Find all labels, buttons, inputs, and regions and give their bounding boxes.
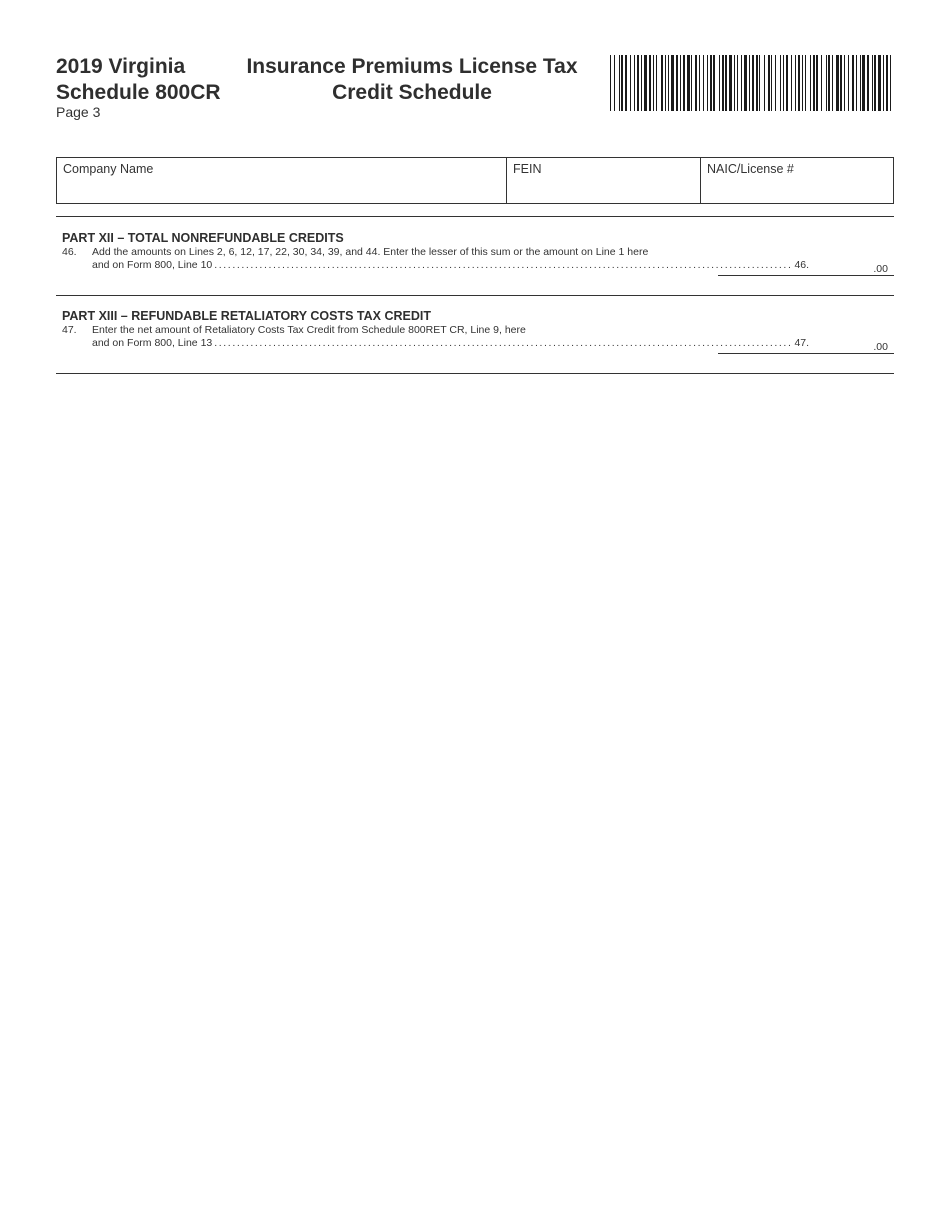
line-46-continuation (92, 259, 810, 271)
part-xiii-heading: PART XIII – REFUNDABLE RETALIATORY COSTS TAX CREDIT (62, 309, 432, 323)
line-46-number: 46. (62, 246, 77, 258)
form-title (56, 54, 221, 106)
line-46-amount-input[interactable] (718, 261, 894, 276)
line-46-cents: .00 (873, 263, 888, 275)
line-47-ref: 47. (794, 337, 810, 349)
naic-license-label: NAIC/License # (707, 162, 794, 176)
section-divider (56, 295, 894, 296)
company-name-field[interactable] (57, 158, 507, 203)
line-47-text: Enter the net amount of Retaliatory Costs Tax Credit from Schedule 800RET CR, Line 9, here (92, 324, 526, 336)
line-47-cents: .00 (873, 341, 888, 353)
line-46-text: Add the amounts on Lines 2, 6, 12, 17, 22, 30, 34, 39, and 44. Enter the lesser of this sum or the amount on Line 1 here (92, 246, 649, 258)
line-47-amount-input[interactable] (718, 339, 894, 354)
fein-field[interactable] (507, 158, 701, 203)
page-title-line1: Insurance Premiums License Tax (246, 55, 578, 78)
dot-leader: ................................................................................................................................ (214, 337, 793, 349)
section-divider (56, 373, 894, 374)
section-divider (56, 216, 894, 217)
page-title (236, 54, 588, 106)
barcode-image (610, 55, 894, 111)
company-info-box (56, 157, 894, 204)
page-number: Page 3 (56, 104, 101, 120)
fein-label: FEIN (513, 162, 542, 176)
line-47-continuation-label: and on Form 800, Line 13 (92, 337, 213, 349)
page-title-line2: Credit Schedule (332, 81, 492, 104)
line-46-continuation-label: and on Form 800, Line 10 (92, 259, 213, 271)
line-46-ref: 46. (794, 259, 810, 271)
line-47-number: 47. (62, 324, 77, 336)
part-xii-heading: PART XII – TOTAL NONREFUNDABLE CREDITS (62, 231, 344, 245)
line-47-continuation (92, 337, 810, 349)
company-name-label: Company Name (63, 162, 154, 176)
form-schedule: Schedule 800CR (56, 81, 221, 104)
form-year-state: 2019 Virginia (56, 55, 186, 78)
naic-license-field[interactable] (701, 158, 893, 203)
dot-leader: ................................................................................................................................ (214, 259, 793, 271)
